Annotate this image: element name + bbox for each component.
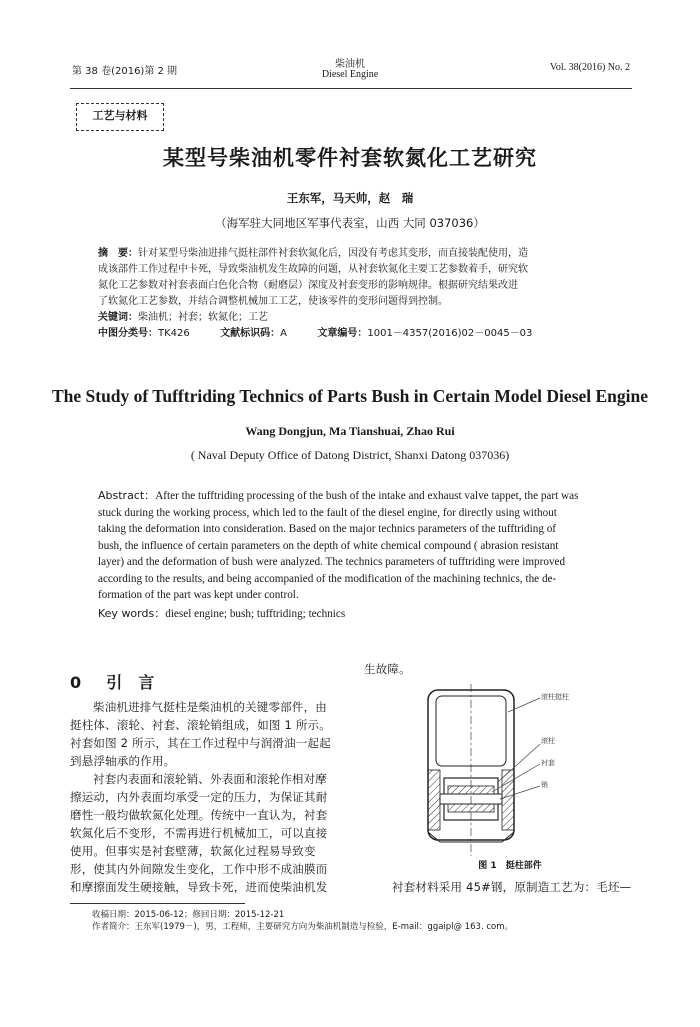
abstract-cn (98, 246, 633, 342)
abstract-cn-line: 氮化工艺参数对衬套表面白色化合物（耐磨层）深度及衬套变形的影响规律。根据研究结果改进 (98, 280, 518, 291)
section0-body (70, 698, 355, 896)
leader-tappet (508, 698, 540, 712)
keywords-en: Key words：diesel engine; bush; tufftriding; technics (98, 606, 346, 620)
leader-bush (492, 764, 540, 792)
authors-cn: 王东军，马天帅，赵 瑞 (286, 191, 414, 205)
body-line: 衬套内表面和滚轮销、外表面和滚轮作相对摩 (93, 772, 327, 786)
header-rule (70, 88, 632, 89)
abstract-en (98, 488, 638, 622)
figure1-label-bush: 衬套 (541, 759, 555, 767)
body-line: 和摩擦面发生硬接触，导致卡死，进而使柴油机发 (70, 880, 328, 894)
section-tag: 工艺与材料 (76, 103, 164, 131)
affiliation-en: ( Naval Deputy Office of Datong District, Shanxi Datong 037036) (190, 448, 510, 462)
abstract-en-line: formation of the part was kept under control. (98, 589, 299, 601)
right-wall-hatch (502, 770, 514, 830)
figure1-label-pin: 销 (541, 781, 548, 789)
abstract-en-line: taking the deformation into consideration. Based on the major technics parameters of the tufftriding of (98, 523, 557, 535)
body-line: 擦运动，内外表面均承受一定的压力，为保证其耐 (70, 790, 328, 804)
abstract-cn-line: 了软氮化工艺参数，并结合调整机械加工工艺，使该零件的变形问题得到控制。 (98, 296, 448, 307)
title-en: The Study of Tufftriding Technics of Parts Bush in Certain Model Diesel Engine (51, 386, 649, 406)
abstract-cn-line: 摘 要：针对某型号柴油进排气挺柱部件衬套软氮化后，因没有考虑其变形，而直接装配使用，造 (98, 248, 528, 259)
body-line: 挺柱体、滚轮、衬套、滚轮销组成，如图 1 所示。 (70, 718, 331, 732)
abstract-en-line: according to the results, and being accompanied of the modification of the machining technics, the de- (98, 572, 557, 585)
authors-en: Wang Dongjun, Ma Tianshuai, Zhao Rui (245, 424, 455, 438)
header-volume: 第 38 卷(2016)第 2 期 (72, 66, 178, 77)
header-issue: Vol. 38(2016) No. 2 (549, 62, 630, 73)
body-line: 形，使其内外间隙发生变化，工作中形不成油膜而 (70, 862, 328, 876)
classification-cn: 中图分类号：TK426 文献标识码：A 文章编号：1001－4357(2016)02－0045－03 (98, 328, 533, 339)
abstract-cn-line: 成该部件工作过程中卡死，导致柴油机发生故障的问题，从衬套软氮化主要工艺参数着手，研究软 (98, 264, 528, 275)
footnote-author: 作者简介：王东军(1979－)，男，工程师，主要研究方向为柴油机制造与检验，E-mail：ggaipl@ 163. com。 (92, 922, 514, 932)
section-title: 引 言 (106, 673, 155, 692)
abstract-en-line: layer) and the deformation of bush were analyzed. The technics parameters of tufftriding were improved (98, 556, 566, 568)
figure1-label-tappet: 滚柱挺柱 (541, 693, 569, 701)
body-line: 磨性一般均做软氮化处理。传统中一直认为，衬套 (70, 808, 328, 822)
section-number: 0 (70, 673, 82, 692)
title-cn: 某型号柴油机零件衬套软氮化工艺研究 (163, 146, 537, 170)
right-col-top-line: 生故障。 (364, 662, 411, 676)
abstract-en-line: stuck during the working process, which led to the fault of the diesel engine, for directly using without (98, 506, 557, 519)
affiliation-cn: （海军驻大同地区军事代表室，山西 大同 037036） (215, 216, 485, 230)
body-line: 使用。但事实是衬套壁薄，软氮化过程易导致变 (70, 844, 316, 858)
section-heading (70, 670, 154, 693)
abstract-en-line: bush, the influence of certain parameters on the depth of white chemical compound ( abrasion resistant (98, 539, 559, 552)
body-line: 衬套如图 2 所示，其在工作过程中与润滑油一起起 (70, 736, 331, 750)
figure1-drawing (400, 682, 600, 862)
figure1-caption: 图 1 挺柱部件 (478, 861, 542, 871)
footnote-rule (70, 903, 245, 904)
figure1-label-roller: 滚柱 (541, 737, 555, 745)
footnote-dates: 收稿日期：2015-06-12；修回日期：2015-12-21 (92, 910, 285, 920)
abstract-en-line: Abstract：After the tufftriding processing of the bush of the intake and exhaust valve tappet, the part was (98, 489, 579, 502)
body-line: 柴油机进排气挺柱是柴油机的关键零部件，由 (93, 700, 327, 714)
right-col-bottom-line: 衬套材料采用 45#钢，原制造工艺为：毛坯— (392, 880, 632, 894)
body-line: 软氮化后不变形，不需再进行机械加工，可以直接 (70, 826, 328, 840)
left-wall-hatch (428, 770, 440, 830)
header-journal-cn: 柴油机 (335, 59, 365, 70)
abstract-cn-label: 摘 要： (98, 248, 138, 259)
header-journal-en: Diesel Engine (321, 69, 379, 80)
body-line: 到悬浮轴承的作用。 (70, 754, 176, 768)
keywords-cn: 关键词：柴油机；衬套；软氮化；工艺 (98, 312, 268, 323)
footnote (92, 909, 513, 933)
